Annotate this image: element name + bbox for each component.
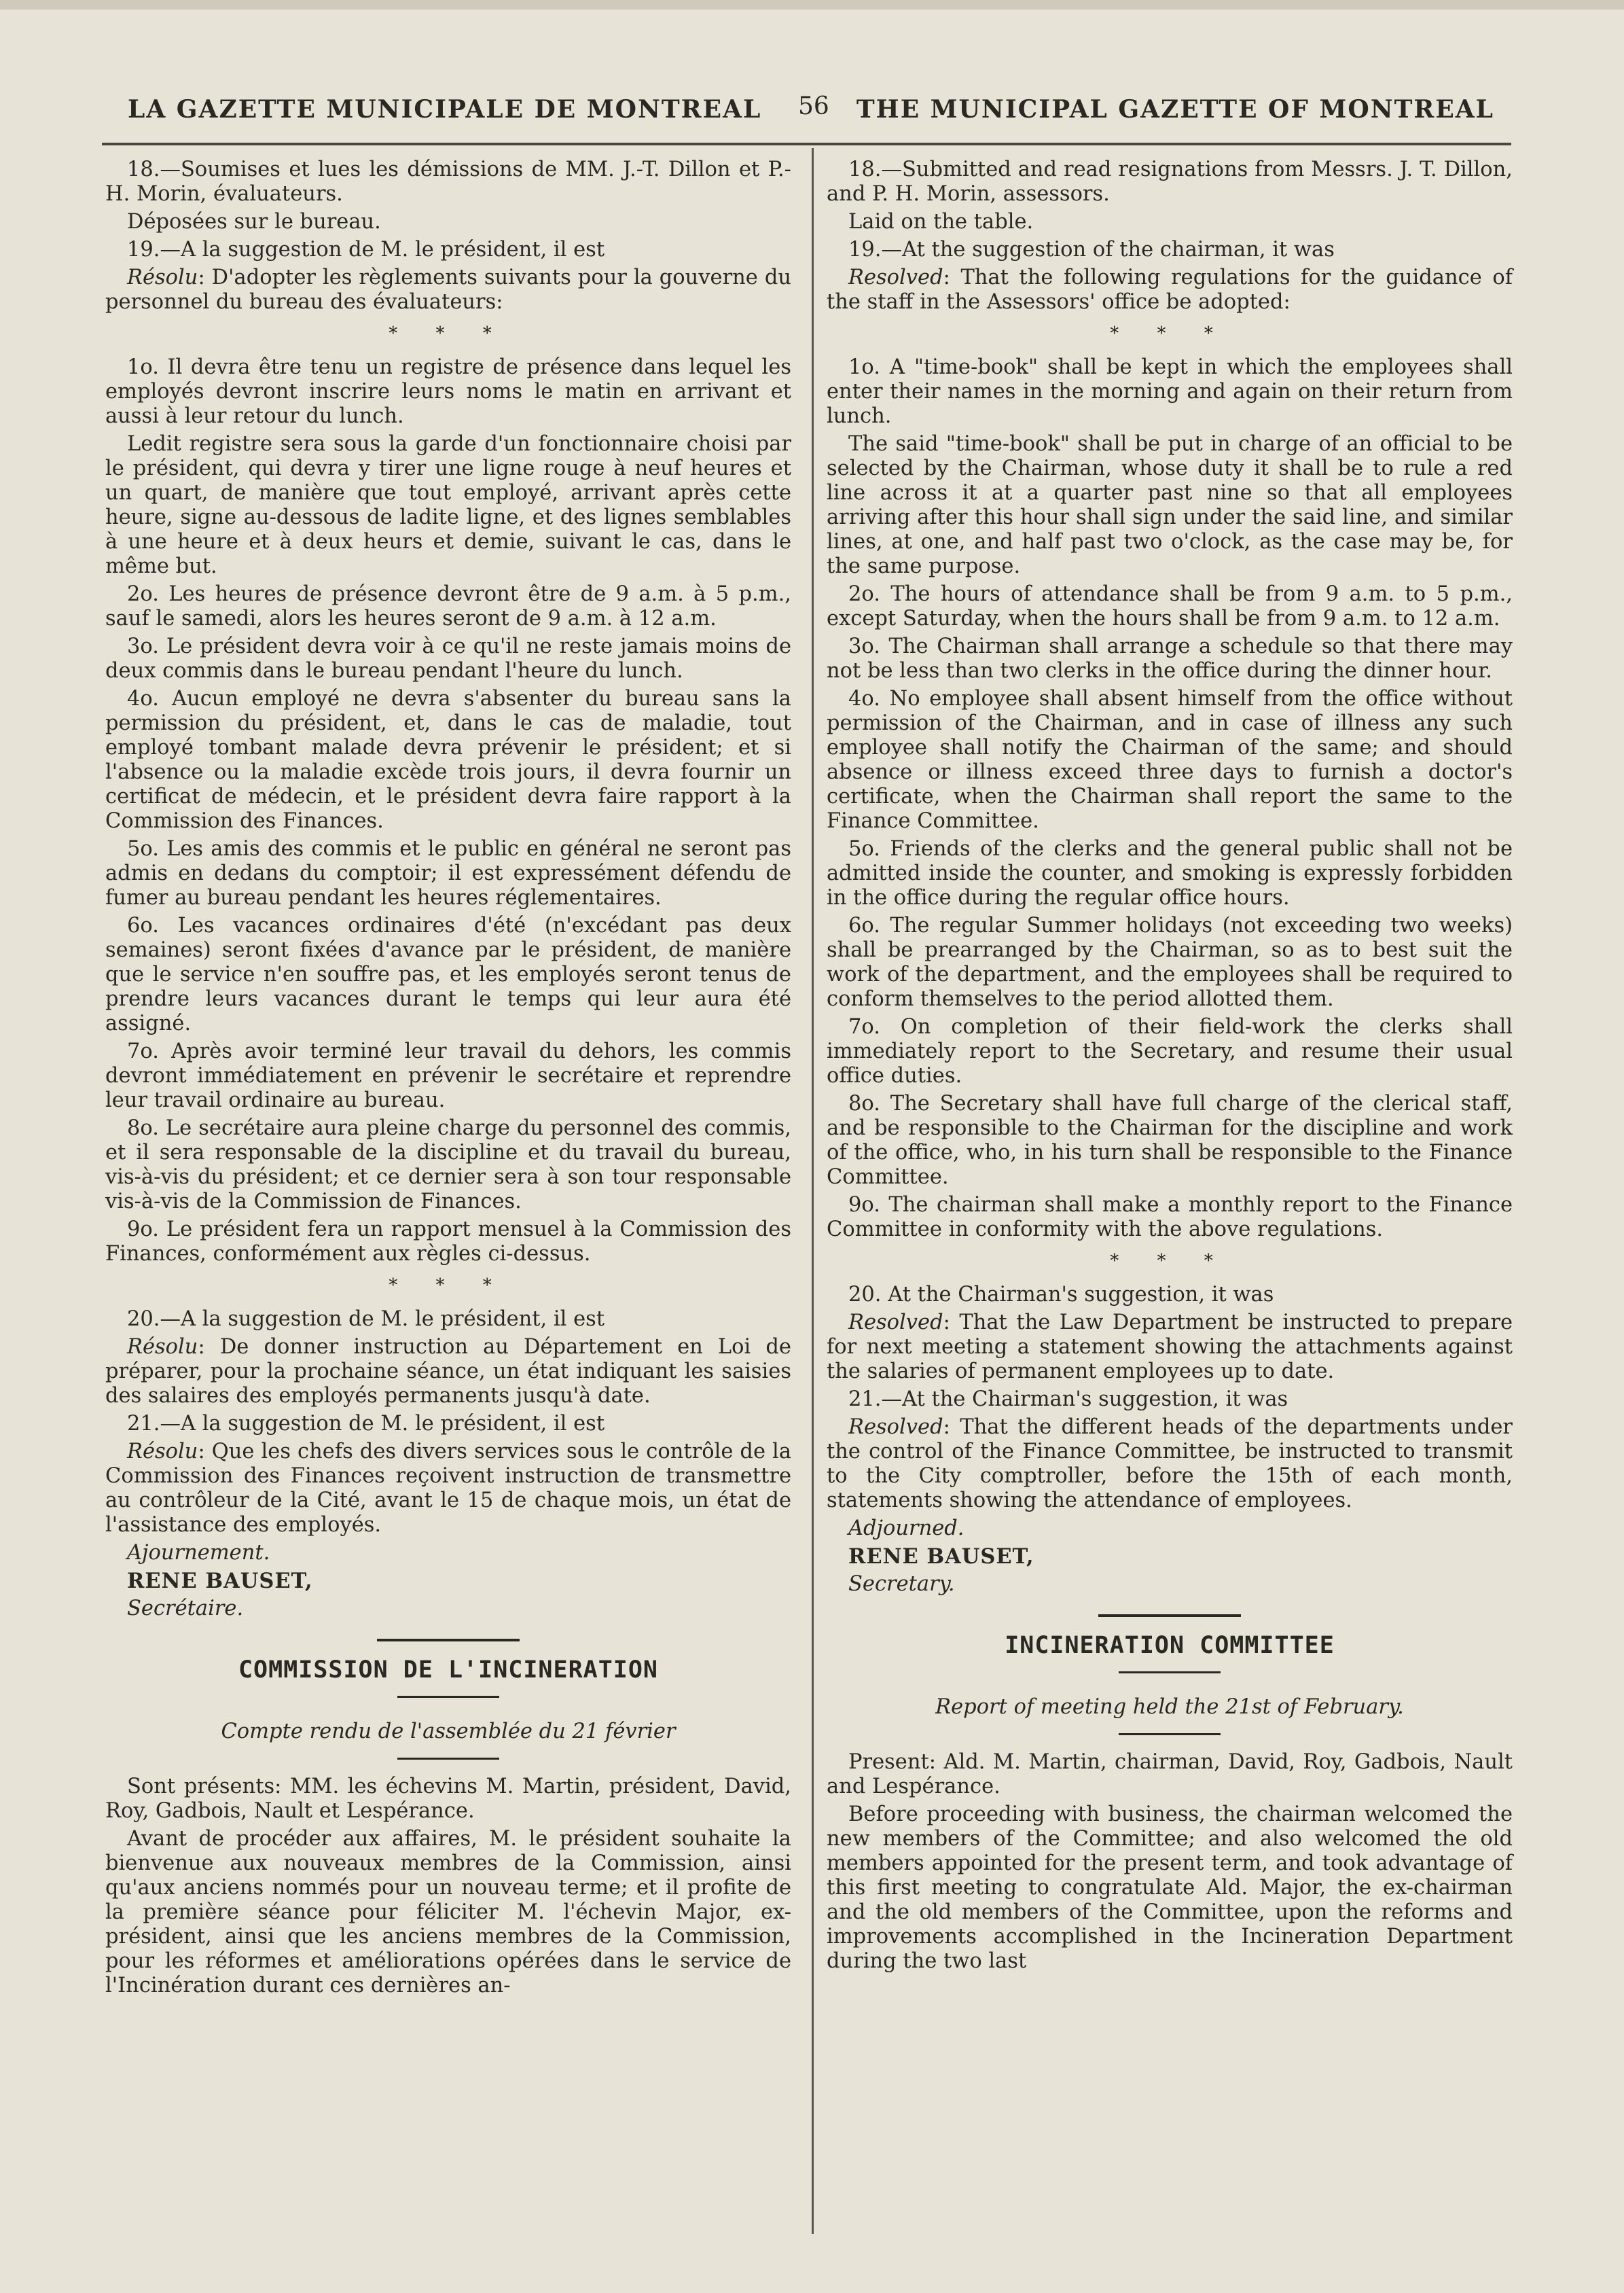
rule-8: 8o. The Secretary shall have full charge of the clerical staff, and be responsible to the Chairman for the discipline and work of the office, who, in his turn shall be responsible to the Finance Committee. (827, 1092, 1513, 1189)
header-rule (102, 143, 1511, 145)
resolution-label: Résolu (127, 266, 198, 289)
adjournment: Ajournement. (127, 1541, 270, 1565)
section-stars: * * * (389, 1275, 508, 1296)
rule-8: 8o. Le secrétaire aura pleine charge du personnel des commis, et il sera responsable de la discipline et du travail du bureau, vis-à-vis du président; et ce dernier sera à son tour responsable vis-à-vis de la Commission de Finances. (105, 1116, 791, 1213)
signature-name: RENE BAUSET, (848, 1544, 1034, 1569)
resolution-text: : That the Law Department be instructed to prepare for next meeting a statement showing the attachments against the salaries of permanent employees up to date. (827, 1311, 1513, 1383)
section-title: COMMISSION DE L'INCINERATION (238, 1656, 658, 1684)
section-stars: * * * (389, 323, 508, 344)
item-20: 20.—A la suggestion de M. le président, il est (127, 1307, 605, 1331)
rule-5: 5o. Friends of the clerks and the general public shall not be admitted inside the counter, and smoking is expressly forbidden in the office during the regular office hours. (827, 837, 1513, 910)
item-21-resolution (827, 1415, 1513, 1513)
item-21: 21.—A la suggestion de M. le président, il est (127, 1412, 605, 1436)
signature-title: Secretary. (848, 1572, 955, 1596)
item-19: 19.—At the suggestion of the chairman, it was (848, 238, 1335, 262)
item-20-resolution (827, 1311, 1513, 1384)
opening-remarks: Before proceeding with business, the chairman welcomed the new members of the Committee; and also welcomed the old members appointed for the present term, and took advantage of this first meeting to congratulate Ald. Major, the ex-chairman and the old members of the Committee, upon the reforms and improvements accomplished in the Incineration Department during the two last (827, 1802, 1513, 1973)
rule-6: 6o. The regular Summer holidays (not exceeding two weeks) shall be prearranged by the Chairman, so as to best suit the work of the department, and the employees shall be required to conform themselves to the period allotted them. (827, 914, 1513, 1011)
french-column (105, 158, 791, 2002)
section-rule (1098, 1614, 1241, 1617)
present-members: Present: Ald. M. Martin, chairman, David, Roy, Gadbois, Nault and Lespérance. (827, 1750, 1513, 1798)
item-19-resolution (105, 266, 791, 315)
resolution-text: : Que les chefs des divers services sous le contrôle de la Commission des Finances reçoivent instruction de transmettre au contrôleur de la Cité, avant le 15 de chaque mois, un état de l'assistance des employés. (105, 1440, 791, 1537)
adjournment: Adjourned. (848, 1516, 964, 1540)
resolution-label: Resolved (848, 266, 943, 289)
section-subtitle: Report of meeting held the 21st of February. (935, 1695, 1404, 1719)
rule-7: 7o. Après avoir terminé leur travail du dehors, les commis devront immédiatement en prévenir le secrétaire et reprendre leur travail ordinaire au bureau. (105, 1039, 791, 1112)
column-divider (812, 148, 814, 2234)
page-top-edge (0, 0, 1624, 10)
rule-1-detail: Ledit registre sera sous la garde d'un fonctionnaire choisi par le président, qui devra y tirer une ligne rouge à neuf heures et un quart, de manière que tout employé, arrivant après cette heure, signe au-dessous de ladite ligne, et des lignes semblables à une heure et à deux heurs et demie, suivant le cas, dans le même but. (105, 432, 791, 578)
item-21-resolution (105, 1440, 791, 1537)
rule-1: 1o. A "time-book" shall be kept in which the employees shall enter their names in the morning and again on their return from lunch. (827, 355, 1513, 428)
signature-title: Secrétaire. (127, 1597, 244, 1620)
rule-1-detail: The said "time-book" shall be put in charge of an official to be selected by the Chairman, whose duty it shall be to rule a red line across it at a quarter past nine so that all employees arriving after this hour shall sign under the said line, and similar lines, at one, and half past two o'clock, as the case may be, for the same purpose. (827, 432, 1513, 578)
rule-5: 5o. Les amis des commis et le public en général ne seront pas admis en dedans du comptoir; il est expressément défendu de fumer au bureau pendant les heures réglementaires. (105, 837, 791, 910)
header-title-english: THE MUNICIPAL GAZETTE OF MONTREAL (856, 95, 1494, 124)
rule-3: 3o. The Chairman shall arrange a schedule so that there may not be less than two clerks in the office during the dinner hour. (827, 635, 1513, 683)
resolution-label: Résolu (127, 1335, 198, 1359)
item-18: 18.—Soumises et lues les démissions de MM. J.-T. Dillon et P.-H. Morin, évaluateurs. (105, 158, 791, 206)
section-rule (1119, 1733, 1221, 1735)
page-number: 56 (798, 92, 829, 120)
resolution-label: Resolved (848, 1415, 943, 1439)
header-title-french: LA GAZETTE MUNICIPALE DE MONTREAL (128, 95, 762, 124)
english-column (827, 158, 1513, 1977)
section-stars: * * * (1110, 1251, 1229, 1271)
item-18-laid: Laid on the table. (848, 210, 1034, 234)
section-rule (1119, 1671, 1221, 1673)
rule-2: 2o. Les heures de présence devront être de 9 a.m. à 5 p.m., sauf le samedi, alors les heures seront de 9 a.m. à 12 a.m. (105, 582, 791, 630)
page-header (102, 87, 1494, 128)
section-stars: * * * (1110, 323, 1229, 344)
resolution-text: : That the following regulations for the guidance of the staff in the Assessors' office be adopted: (827, 266, 1513, 314)
resolution-label: Résolu (127, 1440, 198, 1463)
resolution-text: : De donner instruction au Département en Loi de préparer, pour la prochaine séance, un état indiquant les saisies des salaires des employés permanents jusqu'à date. (105, 1335, 791, 1408)
resolution-label: Resolved (848, 1311, 943, 1334)
rule-3: 3o. Le président devra voir à ce qu'il ne reste jamais moins de deux commis dans le bureau pendant l'heure du lunch. (105, 635, 791, 683)
rule-4: 4o. No employee shall absent himself from the office without permission of the Chairman, and in case of illness any such employee shall notify the Chairman of the same; and should absence or illness exceed three days to furnish a doctor's certificate, when the Chairman shall report the same to the Finance Committee. (827, 687, 1513, 833)
rule-1: 1o. Il devra être tenu un registre de présence dans lequel les employés devront inscrire leurs noms le matin en arrivant et aussi à leur retour du lunch. (105, 355, 791, 428)
section-rule (397, 1696, 499, 1698)
section-subtitle: Compte rendu de l'assemblée du 21 février (221, 1720, 676, 1743)
item-19-resolution (827, 266, 1513, 315)
item-21: 21.—At the Chairman's suggestion, it was (848, 1387, 1288, 1411)
signature-name: RENE BAUSET, (127, 1569, 313, 1593)
item-20-resolution (105, 1335, 791, 1408)
rule-4: 4o. Aucun employé ne devra s'absenter du bureau sans la permission du président, et, dans le cas de maladie, tout employé tombant malade devra prévenir le président; et si l'absence ou la maladie excède trois jours, il devra fournir un certificat de médecin, et le président devra faire rapport à la Commission des Finances. (105, 687, 791, 833)
section-title: INCINERATION COMMITTEE (1005, 1632, 1335, 1659)
section-rule (377, 1639, 520, 1641)
item-19: 19.—A la suggestion de M. le président, il est (127, 238, 605, 262)
rule-7: 7o. On completion of their field-work the clerks shall immediately report to the Secretary, and resume their usual office duties. (827, 1015, 1513, 1088)
rule-6: 6o. Les vacances ordinaires d'été (n'excédant pas deux semaines) seront fixées d'avance par le président, de manière que le service n'en souffre pas, et les employés seront tenus de prendre leurs vacances durant le temps qui leur aura été assigné. (105, 914, 791, 1035)
item-18: 18.—Submitted and read resignations from Messrs. J. T. Dillon, and P. H. Morin, assessors. (827, 158, 1513, 206)
present-members: Sont présents: MM. les échevins M. Martin, président, David, Roy, Gadbois, Nault et Lespérance. (105, 1775, 791, 1823)
rule-2: 2o. The hours of attendance shall be from 9 a.m. to 5 p.m., except Saturday, when the hours shall be from 9 a.m. to 12 a.m. (827, 582, 1513, 630)
item-20: 20. At the Chairman's suggestion, it was (848, 1283, 1274, 1307)
section-rule (397, 1758, 499, 1760)
resolution-text: : D'adopter les règlements suivants pour la gouverne du personnel du bureau des évaluateurs: (105, 266, 791, 314)
item-18-laid: Déposées sur le bureau. (127, 210, 381, 234)
rule-9: 9o. The chairman shall make a monthly report to the Finance Committee in conformity with the above regulations. (827, 1193, 1513, 1241)
resolution-text: : That the different heads of the departments under the control of the Finance Committee, be instructed to transmit to the City comptroller, before the 15th of each month, statements showing the attendance of employees. (827, 1415, 1513, 1512)
rule-9: 9o. Le président fera un rapport mensuel à la Commission des Finances, conformément aux règles ci-dessus. (105, 1217, 791, 1266)
opening-remarks: Avant de procéder aux affaires, M. le président souhaite la bienvenue aux nouveaux membres de la Commission, ainsi qu'aux anciens nommés pour un nouveau terme; et il profite de la première séance pour féliciter M. l'échevin Major, ex-président, ainsi que les anciens membres de la Commission, pour les réformes et améliorations opérées dans le service de l'Incinération durant ces dernières an- (105, 1827, 791, 1997)
